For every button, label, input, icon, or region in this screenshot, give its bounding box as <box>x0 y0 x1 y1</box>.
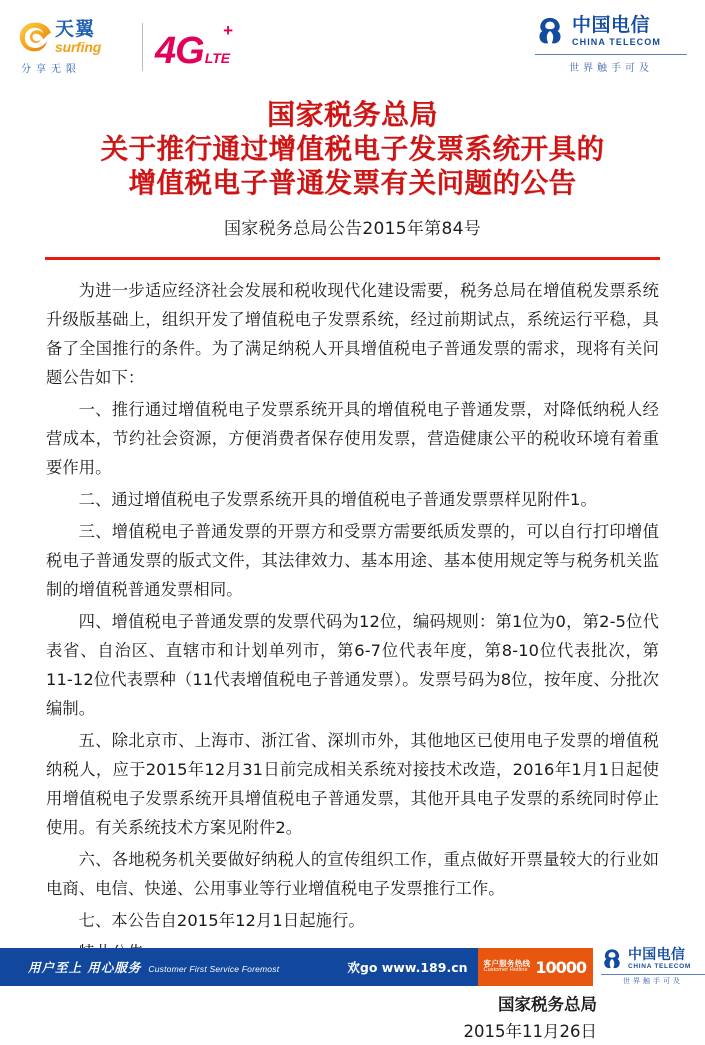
hotline-badge[interactable] <box>478 948 593 986</box>
footer-logo-top <box>601 948 705 971</box>
china-telecom-mark-icon <box>601 948 623 970</box>
4g-lte-badge <box>155 21 234 72</box>
signature-organization: 国家税务总局 <box>498 994 597 1014</box>
footer-logo-slogan: 世界触手可及 <box>623 977 683 985</box>
footer-slogan <box>28 958 279 976</box>
footer-logo-rule <box>601 974 705 975</box>
china-telecom-logo-top <box>535 14 687 48</box>
footer-logo-name-en: CHINA TELECOM <box>628 963 692 970</box>
tianyi-slogan: 分享无限 <box>21 63 81 75</box>
page-title-line-1: 国家税务总局 <box>266 98 438 131</box>
tianyi-name-en: surfing <box>55 38 102 55</box>
page-header <box>0 0 705 92</box>
footer-website-link[interactable]: 欢go www.189.cn <box>347 960 468 975</box>
tianyi-wordmark <box>55 17 102 55</box>
body-paragraph: 五、除北京市、上海市、浙江省、深圳市外，其他地区已使用电子发票的增值税纳税人，应于2015年12月31日前完成相关系统对接技术改造，2016年1月1日起使用增值税电子发票系统开具增值税电子普通发票，其他开具电子发票的系统同时停止使用。有关系统技术方案见附件2。 <box>46 730 659 837</box>
body-paragraph: 四、增值税电子普通发票的发票代码为12位，编码规则：第1位为0，第2-5位代表省、自治区、直辖市和计划单列市，第6-7位代表年度，第8-10位代表批次，第11-12位代表票种（11代表增值税电子普通发票）。发票号码为8位，按年度、分批次编制。 <box>46 611 659 718</box>
body-paragraph: 一、推行通过增值税电子发票系统开具的增值税电子普通发票，对降低纳税人经营成本，节约社会资源，方便消费者保存使用发票，营造健康公平的税收环境有着重要作用。 <box>46 399 659 477</box>
china-telecom-mark-icon <box>535 16 565 46</box>
hotline-label-en: Customer Hotline <box>483 967 528 974</box>
footer-contact-group <box>347 948 593 986</box>
body-paragraph: 为进一步适应经济社会发展和税收现代化建设需要，税务总局在增值税发票系统升级版基础上，组织开发了增值税电子发票系统，经过前期试点，系统运行平稳，具备了全国推行的条件。为了满足纳税人开具增值税电子普通发票的需求，现将有关问题公告如下： <box>46 280 659 387</box>
body-paragraph: 三、增值税电子普通发票的开票方和受票方需要纸质发票的，可以自行打印增值税电子普通发票的版式文件，其法律效力、基本用途、基本使用规定等与税务机关监制的增值税普通发票相同。 <box>46 521 659 599</box>
page-title-line-3: 增值税电子普通发票有关问题的公告 <box>128 167 577 199</box>
china-telecom-slogan: 世界触手可及 <box>569 63 653 74</box>
brand-divider <box>142 23 143 71</box>
document-title-block <box>0 92 705 239</box>
body-paragraph: 二、通过增值税电子发票系统开具的增值税电子普通发票票样见附件1。 <box>78 489 597 509</box>
hotline-label <box>484 960 531 974</box>
tianyi-logo-top <box>18 17 102 55</box>
lte-label: LTE <box>204 50 231 66</box>
body-paragraph: 七、本公告自2015年12月1日起施行。 <box>78 910 365 930</box>
footer-banner <box>0 948 593 986</box>
hotline-number: 10000 <box>535 957 586 977</box>
body-paragraph: 六、各地税务机关要做好纳税人的宣传组织工作，重点做好开票量较大的行业如电商、电信、快递、公用事业等行业增值税电子发票推行工作。 <box>46 849 659 898</box>
china-telecom-logo-rule <box>535 54 687 55</box>
page-title-line-2: 关于推行通过增值税电子发票系统开具的 <box>100 133 605 165</box>
tianyi-name-cn: 天翼 <box>55 17 96 40</box>
brand-tianyi-4g <box>18 16 234 78</box>
tianyi-logo <box>18 17 136 75</box>
footer-logo-wordmark <box>628 948 691 971</box>
footer-china-telecom-logo <box>593 948 705 986</box>
china-telecom-name-cn: 中国电信 <box>572 13 651 36</box>
footer-slogan-en: Customer First Service Foremost <box>148 964 280 974</box>
hotline-label-cn: 客户服务热线 <box>483 959 531 969</box>
china-telecom-name-en: CHINA TELECOM <box>572 36 661 47</box>
brand-china-telecom <box>535 14 687 74</box>
document-signature <box>46 991 659 1045</box>
4g-plus-icon: + <box>223 21 234 40</box>
document-body <box>0 260 705 1045</box>
page-footer <box>0 948 705 986</box>
swirl-icon <box>18 21 52 53</box>
china-telecom-wordmark <box>572 13 661 47</box>
footer-slogan-cn: 用户至上 用心服务 <box>28 960 142 975</box>
document-number: 国家税务总局公告2015年第84号 <box>224 219 481 239</box>
signature-date: 2015年11月26日 <box>463 1021 597 1041</box>
4g-label: 4G <box>155 29 204 72</box>
footer-logo-name-cn: 中国电信 <box>628 947 686 963</box>
